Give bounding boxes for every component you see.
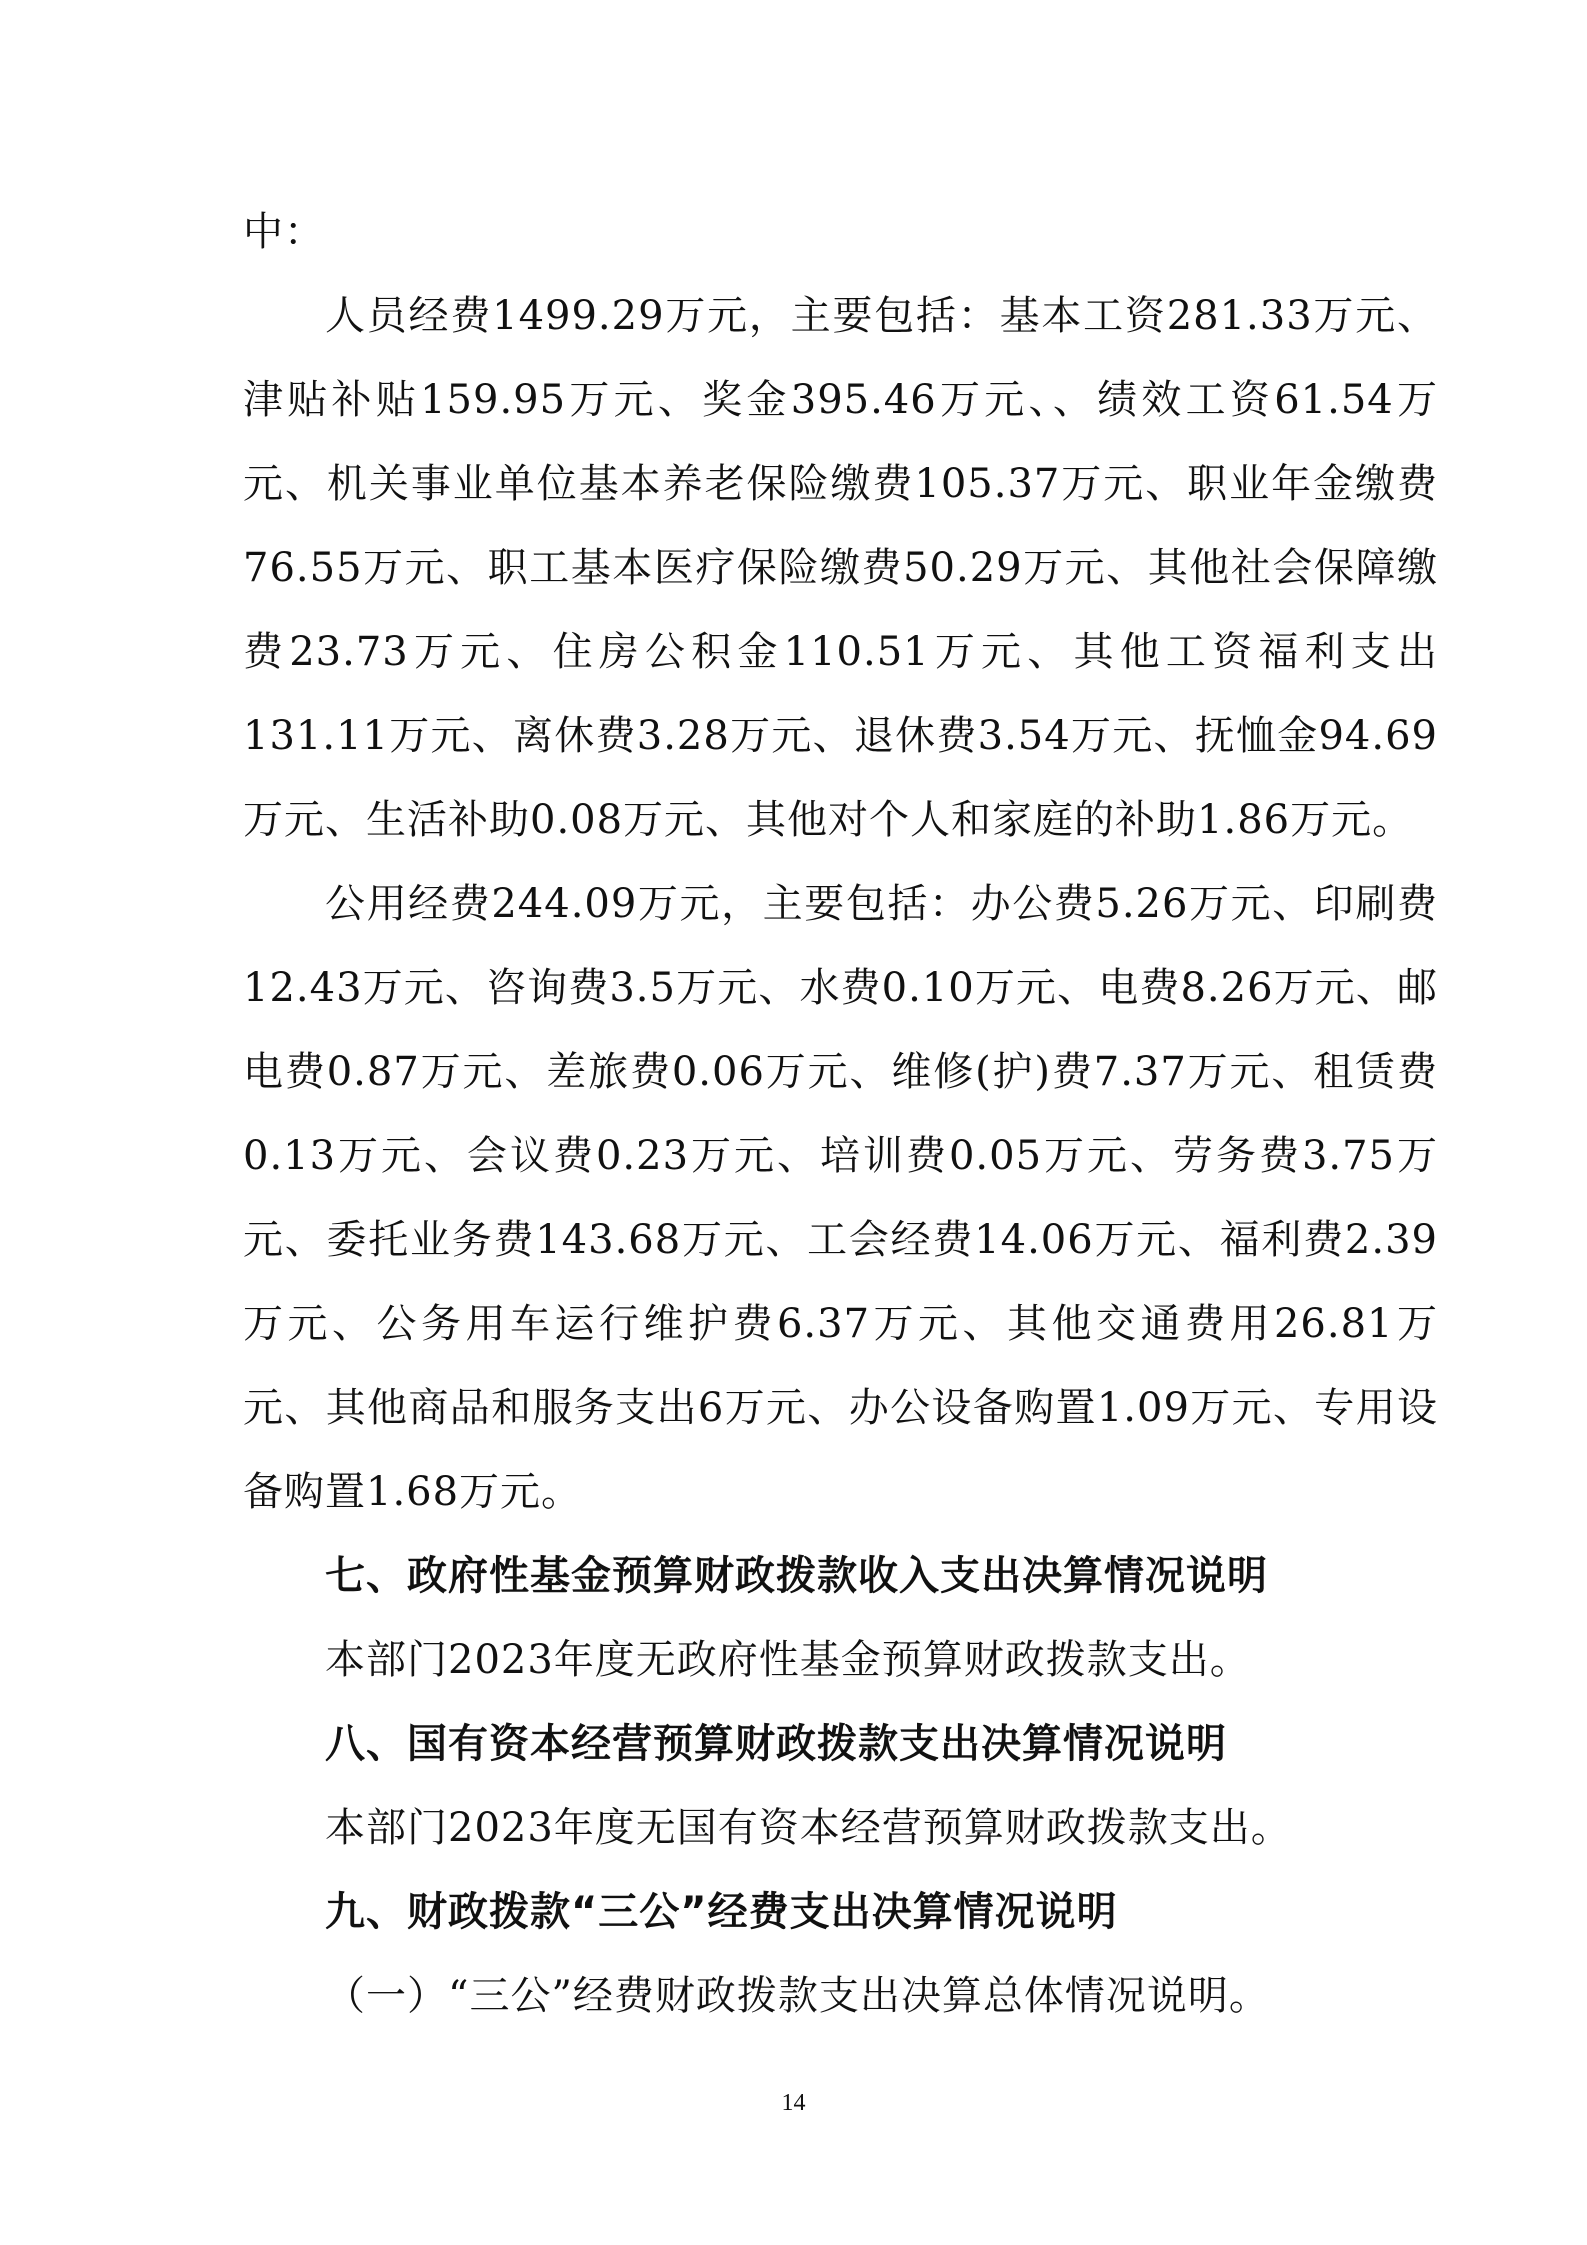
section-9-subheading: （一）“三公”经费财政拨款支出决算总体情况说明。 [325, 1973, 1270, 2019]
page-number: 14 [781, 2090, 806, 2116]
personnel-expense-paragraph: 人员经费1499.29万元，主要包括：基本工资281.33万元、津贴补贴159.95万元、奖金395.46万元、、绩效工资61.54万元、机关事业单位基本养老保险缴费105.37万元、职业年金缴费76.55万元、职工基本医疗保险缴费50.29万元、其他社会保障缴费23.73万元、住房公积金110.51万元、其他工资福利支出131.11万元、离休费3.28万元、退休费3.54万元、抚恤金94.69万元、生活补助0.08万元、其他对个人和家庭的补助1.86万元。 [243, 293, 1438, 843]
section-9-heading: 九、财政拨款“三公”经费支出决算情况说明 [325, 1889, 1118, 1935]
section-8-text: 本部门2023年度无国有资本经营预算财政拨款支出。 [325, 1805, 1292, 1851]
section-7-heading: 七、政府性基金预算财政拨款收入支出决算情况说明 [325, 1553, 1268, 1599]
section-7-text: 本部门2023年度无政府性基金预算财政拨款支出。 [325, 1637, 1251, 1683]
section-8-heading: 八、国有资本经营预算财政拨款支出决算情况说明 [325, 1721, 1227, 1767]
public-expense-paragraph: 公用经费244.09万元，主要包括：办公费5.26万元、印刷费12.43万元、咨询费3.5万元、水费0.10万元、电费8.26万元、邮电费0.87万元、差旅费0.06万元、维修(护)费7.37万元、租赁费0.13万元、会议费0.23万元、培训费0.05万元、劳务费3.75万元、委托业务费143.68万元、工会经费14.06万元、福利费2.39万元、公务用车运行维护费6.37万元、其他交通费用26.81万元、其他商品和服务支出6万元、办公设备购置1.09万元、专用设备购置1.68万元。 [243, 881, 1438, 1515]
continuation-text: 中： [243, 209, 325, 255]
